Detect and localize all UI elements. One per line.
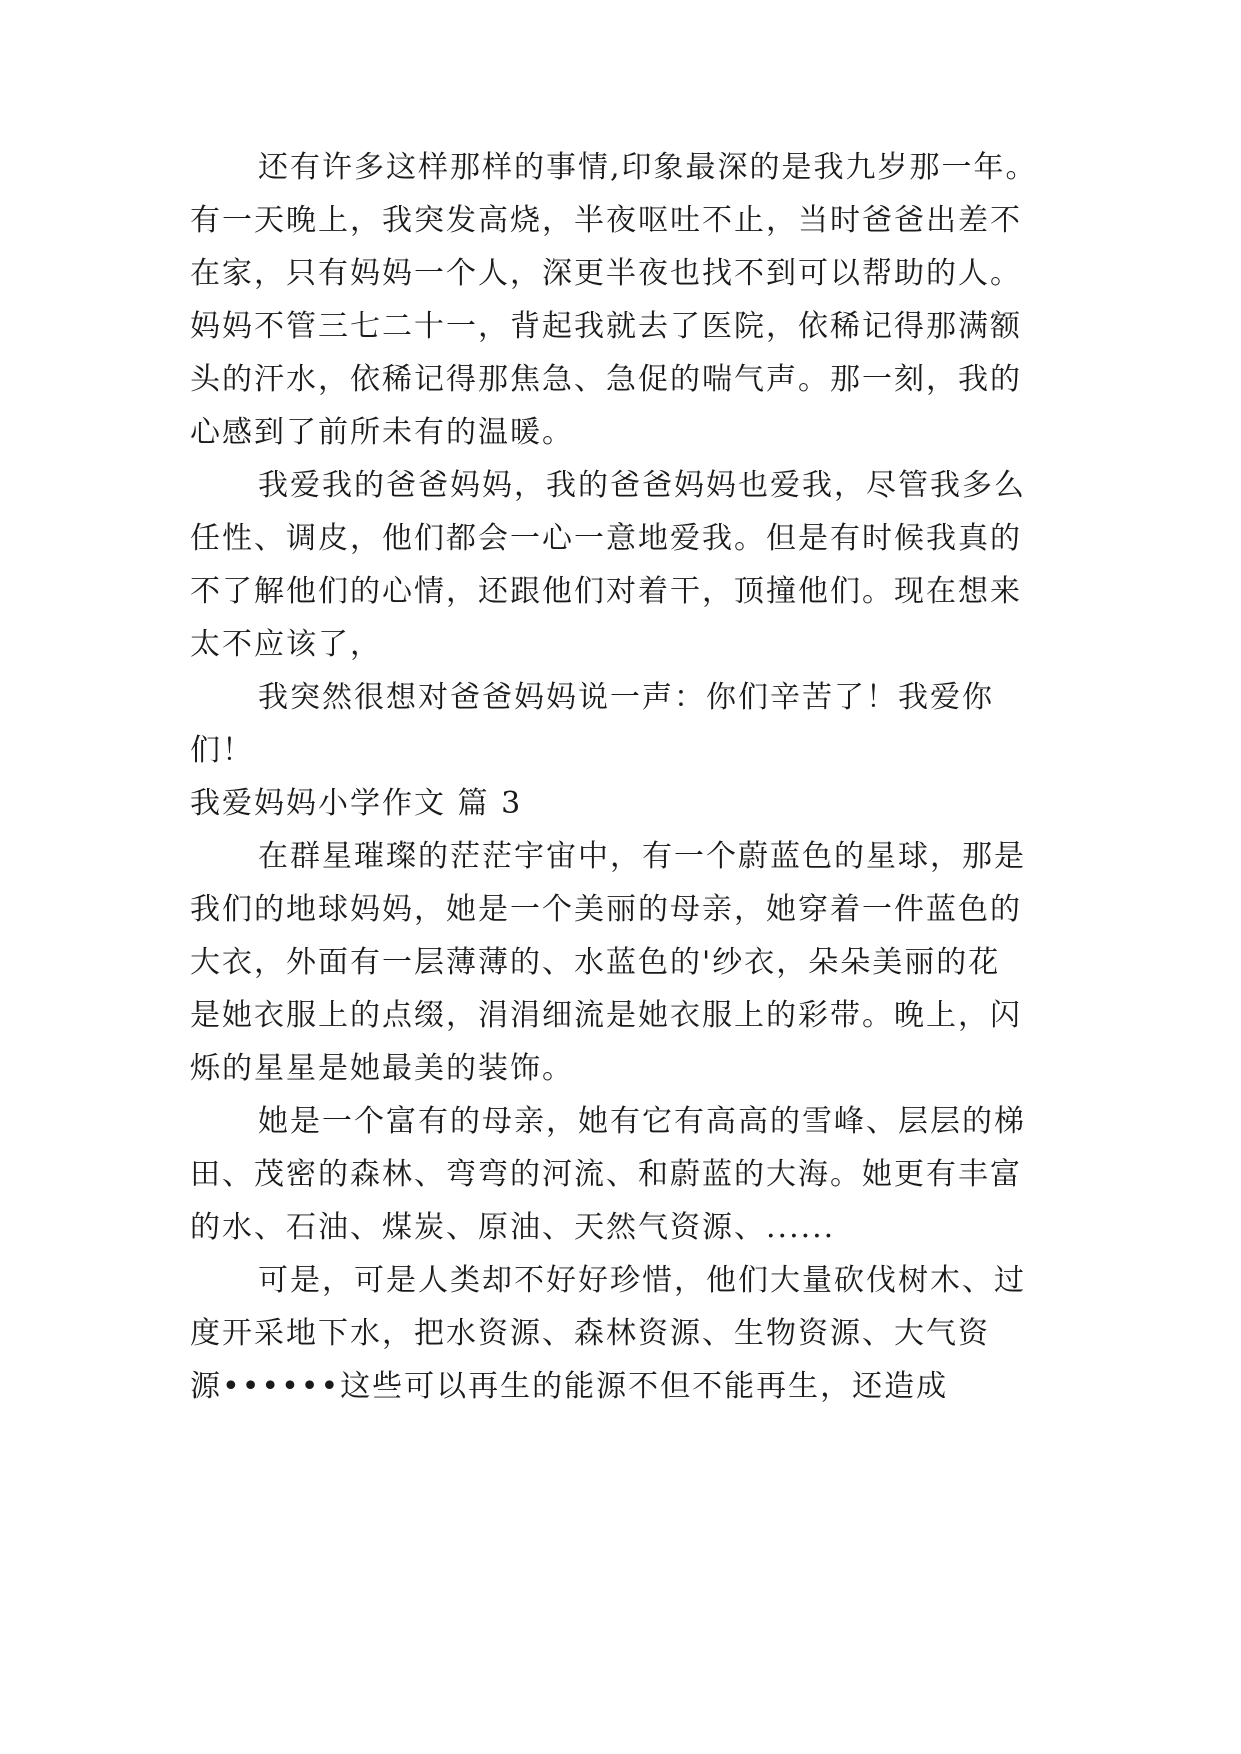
paragraph-line: 度开采地下水，把水资源、森林资源、生物资源、大气资	[190, 1316, 990, 1351]
paragraph-line: 可是，可是人类却不好好珍惜，他们大量砍伐树木、过	[258, 1263, 1026, 1298]
section-heading: 我爱妈妈小学作文 篇 3	[190, 786, 523, 821]
paragraph-line: 大衣，外面有一层薄薄的、水蓝色的'纱衣，朵朵美丽的花	[190, 945, 1001, 980]
paragraph-line: 我突然很想对爸爸妈妈说一声：你们辛苦了！我爱你	[258, 680, 994, 715]
paragraph-line: 们！	[190, 733, 254, 768]
paragraph-line: 头的汗水，依稀记得那焦急、急促的喘气声。那一刻，我的	[190, 362, 1022, 397]
paragraph-line: 源••••••这些可以再生的能源不但不能再生，还造成	[190, 1369, 949, 1404]
paragraph-line: 的水、石油、煤炭、原油、天然气资源、......	[190, 1210, 836, 1245]
paragraph-line: 还有许多这样那样的事情,印象最深的是我九岁那一年。	[258, 150, 1038, 185]
paragraph-line: 田、茂密的森林、弯弯的河流、和蔚蓝的大海。她更有丰富	[190, 1157, 1022, 1192]
paragraph-line: 心感到了前所未有的温暖。	[190, 415, 574, 450]
paragraph-line: 是她衣服上的点缀，涓涓细流是她衣服上的彩带。晚上，闪	[190, 998, 1022, 1033]
paragraph-line: 太不应该了，	[190, 627, 382, 662]
paragraph-line: 任性、调皮，他们都会一心一意地爱我。但是有时候我真的	[190, 521, 1022, 556]
paragraph-line: 妈妈不管三七二十一，背起我就去了医院，依稀记得那满额	[190, 309, 1022, 344]
paragraph-line: 她是一个富有的母亲，她有它有高高的雪峰、层层的梯	[258, 1104, 1026, 1139]
paragraph-line: 我爱我的爸爸妈妈，我的爸爸妈妈也爱我，尽管我多么	[258, 468, 1026, 503]
paragraph-line: 我们的地球妈妈，她是一个美丽的母亲，她穿着一件蓝色的	[190, 892, 1022, 927]
paragraph-line: 烁的星星是她最美的装饰。	[190, 1051, 574, 1086]
paragraph-line: 在家，只有妈妈一个人，深更半夜也找不到可以帮助的人。	[190, 256, 1022, 291]
paragraph-line: 在群星璀璨的茫茫宇宙中，有一个蔚蓝色的星球，那是	[258, 839, 1026, 874]
paragraph-line: 不了解他们的心情，还跟他们对着干，顶撞他们。现在想来	[190, 574, 1022, 609]
paragraph-line: 有一天晚上，我突发高烧，半夜呕吐不止，当时爸爸出差不	[190, 203, 1022, 238]
